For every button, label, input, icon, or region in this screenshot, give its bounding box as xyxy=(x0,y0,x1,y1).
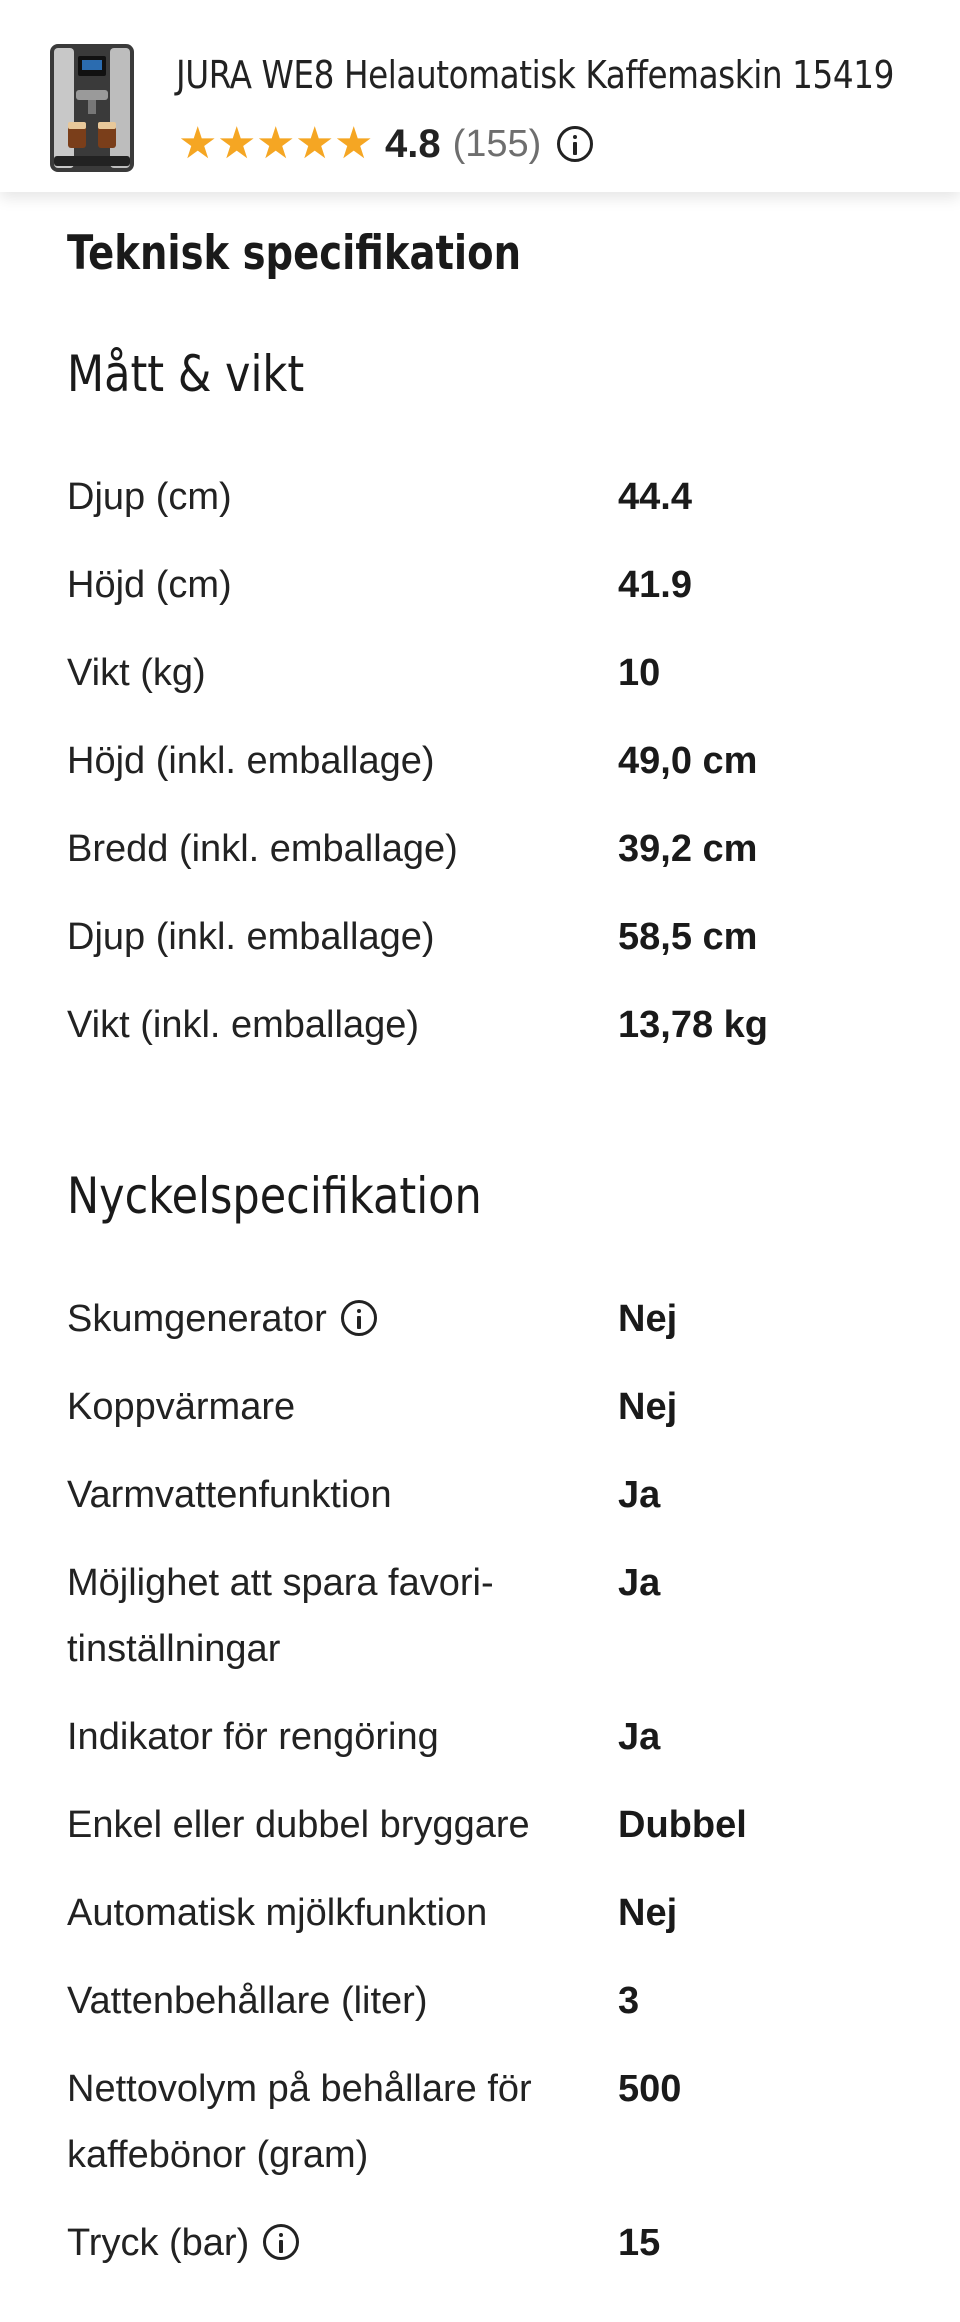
spec-table-key-specs xyxy=(67,1276,927,2288)
star-rating xyxy=(178,118,373,170)
spec-label: Vattenbehållare (liter) xyxy=(67,1980,428,2022)
spec-row xyxy=(67,1870,927,1958)
spec-label xyxy=(67,1276,618,1364)
spec-value: Ja xyxy=(618,1716,661,1758)
spec-label: Indikator för rengöring xyxy=(67,1716,439,1758)
star-icon: ★ xyxy=(334,118,374,169)
spec-value: 3 xyxy=(618,1980,640,2022)
spec-row xyxy=(67,982,927,1070)
spec-label: Höjd (inkl. emballage) xyxy=(67,740,435,782)
star-icon: ★ xyxy=(217,118,257,169)
spec-value: Nej xyxy=(618,1892,678,1934)
sticky-product-header xyxy=(0,0,960,192)
group-heading-dimensions: Mått & vikt xyxy=(67,345,305,403)
section-title: Teknisk specifikation xyxy=(67,226,522,281)
spec-value: Nej xyxy=(618,1386,678,1428)
spec-value: Ja xyxy=(618,1562,661,1604)
spec-row xyxy=(67,1958,927,2046)
star-icon: ★ xyxy=(178,118,218,169)
spec-label: Varmvattenfunktion xyxy=(67,1474,392,1516)
spec-value: Nej xyxy=(618,1298,678,1340)
spec-label: Djup (cm) xyxy=(67,476,232,518)
spec-value: 500 xyxy=(618,2068,682,2110)
spec-row xyxy=(67,1782,927,1870)
spec-table-dimensions xyxy=(67,454,927,1070)
review-count[interactable]: (155) xyxy=(452,122,542,165)
spec-row xyxy=(67,1276,927,1364)
spec-value: 49,0 cm xyxy=(618,740,758,782)
rating-summary[interactable] xyxy=(178,118,593,170)
spec-label: Automatisk mjölkfunktion xyxy=(67,1892,488,1934)
spec-row xyxy=(67,894,927,982)
spec-value: Ja xyxy=(618,1474,661,1516)
spec-row xyxy=(67,718,927,806)
spec-label: Nettovolym på behållare för kaffebönor (gram) xyxy=(67,2068,532,2176)
spec-row xyxy=(67,1540,927,1694)
info-icon[interactable] xyxy=(263,2224,299,2260)
group-heading-key-specs: Nyckelspecifikation xyxy=(67,1167,482,1225)
product-title[interactable]: JURA WE8 Helautomatisk Kaffemaskin 15419 xyxy=(176,53,894,97)
spec-value: 13,78 kg xyxy=(618,1004,768,1046)
spec-row xyxy=(67,1694,927,1782)
spec-label: Djup (inkl. emballage) xyxy=(67,916,435,958)
spec-row xyxy=(67,806,927,894)
spec-row xyxy=(67,454,927,542)
spec-value: 15 xyxy=(618,2222,661,2264)
spec-label: Koppvärmare xyxy=(67,1386,296,1428)
spec-value: 58,5 cm xyxy=(618,916,758,958)
spec-row xyxy=(67,542,927,630)
spec-value: Dubbel xyxy=(618,1804,747,1846)
spec-label: Vikt (inkl. emballage) xyxy=(67,1004,420,1046)
spec-label-text: Tryck (bar) xyxy=(67,2222,250,2264)
spec-value: 44.4 xyxy=(618,476,692,518)
spec-label: Möjlighet att spara favori- tinställningar xyxy=(67,1562,494,1670)
spec-row xyxy=(67,1452,927,1540)
info-icon[interactable] xyxy=(341,1300,377,1336)
spec-value: 39,2 cm xyxy=(618,828,758,870)
spec-label: Enkel eller dubbel bryggare xyxy=(67,1804,530,1846)
rating-value: 4.8 xyxy=(385,121,441,166)
spec-value: 41.9 xyxy=(618,564,692,606)
spec-label: Vikt (kg) xyxy=(67,652,206,694)
spec-row xyxy=(67,630,927,718)
star-icon: ★ xyxy=(256,118,296,169)
product-thumbnail[interactable] xyxy=(40,38,144,178)
spec-label-text: Skumgenerator xyxy=(67,1298,327,1340)
spec-value: 10 xyxy=(618,652,661,694)
spec-row xyxy=(67,1364,927,1452)
info-icon[interactable] xyxy=(557,126,593,162)
star-icon: ★ xyxy=(295,118,335,169)
spec-label: Höjd (cm) xyxy=(67,564,232,606)
spec-row xyxy=(67,2046,927,2200)
spec-label xyxy=(67,2200,618,2288)
spec-label: Bredd (inkl. emballage) xyxy=(67,828,458,870)
spec-row xyxy=(67,2200,927,2288)
